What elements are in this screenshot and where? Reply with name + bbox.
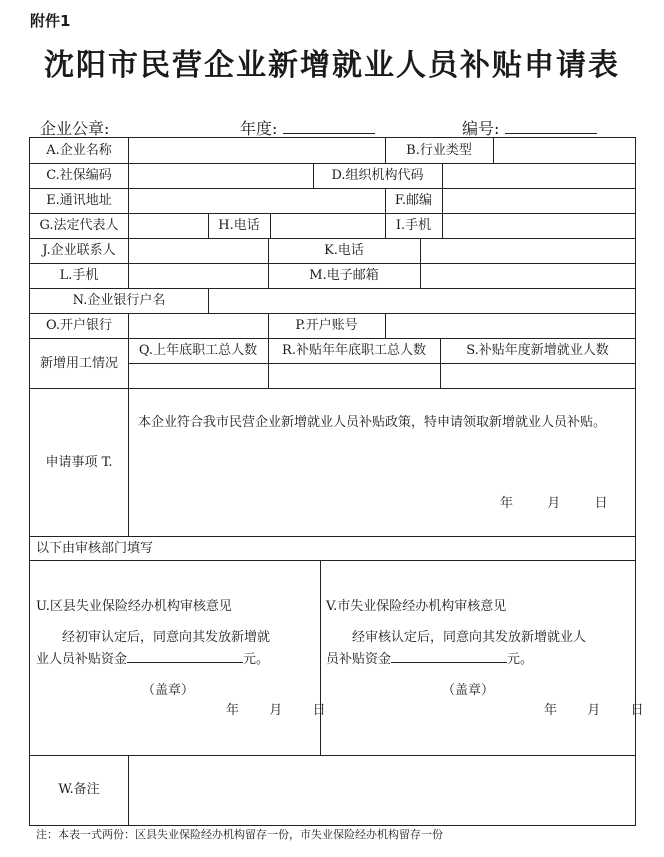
address-label: E.通讯地址 — [46, 193, 112, 208]
year-blank[interactable] — [283, 119, 375, 134]
application-date-year: 年 — [500, 496, 514, 511]
attachment-label: 附件1 — [30, 12, 71, 30]
district-seal-label: （盖章） — [142, 683, 195, 698]
year-label: 年度: — [240, 119, 278, 138]
remarks-label: W.备注 — [58, 782, 100, 797]
city-review-date — [544, 704, 644, 717]
application-date-month: 月 — [547, 496, 561, 511]
city-review-line2-prefix: 员补贴资金 — [326, 652, 392, 667]
city-review-title: V.市失业保险经办机构审核意见 — [326, 599, 507, 614]
city-date-year: 年 — [544, 703, 558, 718]
city-review-line2-suffix: 元。 — [507, 652, 534, 667]
year-field[interactable] — [240, 116, 375, 139]
footnote: 注：本表一式两份：区县失业保险经办机构留存一份，市失业保险经办机构留存一份 — [36, 828, 443, 841]
city-amount-blank[interactable] — [391, 650, 507, 663]
legal-rep-phone-label: H.电话 — [218, 218, 260, 233]
org-code-label: D.组织机构代码 — [331, 168, 424, 183]
application-item-label: 申请事项 T. — [45, 455, 113, 470]
contact-person-label: J.企业联系人 — [42, 243, 116, 258]
application-date — [500, 497, 608, 510]
city-date-month: 月 — [587, 703, 601, 718]
subsidy-year-total-label: R.补贴年年底职工总人数 — [282, 343, 426, 358]
city-date-day: 日 — [630, 703, 644, 718]
contact-phone-label: K.电话 — [324, 243, 364, 258]
application-statement: 本企业符合我市民营企业新增就业人员补贴政策，特申请领取新增就业人员补贴。 — [138, 415, 607, 430]
number-label: 编号: — [462, 119, 500, 138]
city-review-text — [326, 627, 626, 671]
district-review-date — [226, 704, 326, 717]
district-review-line2-suffix: 元。 — [243, 652, 270, 667]
new-employment-label: 新增用工情况 — [39, 356, 118, 371]
district-date-day: 日 — [312, 703, 326, 718]
district-date-month: 月 — [269, 703, 283, 718]
bank-account-name-label: N.企业银行户名 — [72, 293, 166, 308]
social-security-code-label: C.社保编码 — [46, 168, 112, 183]
legal-rep-label: G.法定代表人 — [39, 218, 119, 233]
form-title: 沈阳市民营企业新增就业人员补贴申请表 — [44, 48, 620, 83]
company-seal-label: 企业公章: — [40, 119, 110, 138]
email-label: M.电子邮箱 — [309, 268, 379, 283]
city-review-line1: 经审核认定后，同意向其发放新增就业人 — [352, 630, 587, 645]
district-review-title: U.区县失业保险经办机构审核意见 — [36, 599, 232, 614]
new-employed-count-label: S.补贴年度新增就业人数 — [466, 343, 609, 358]
district-review-line1: 经初审认定后，同意向其发放新增就 — [62, 630, 271, 645]
review-section-label: 以下由审核部门填写 — [36, 541, 154, 556]
number-field[interactable] — [462, 116, 597, 139]
city-seal-label: （盖章） — [442, 683, 495, 698]
district-review-line2-prefix: 业人员补贴资金 — [36, 652, 128, 667]
district-review-text — [36, 627, 316, 671]
number-blank[interactable] — [505, 119, 597, 134]
district-date-year: 年 — [226, 703, 240, 718]
company-name-label: A.企业名称 — [46, 143, 112, 158]
prev-year-total-label: Q.上年底职工总人数 — [138, 343, 258, 358]
postcode-label: F.邮编 — [394, 193, 433, 208]
application-date-day: 日 — [594, 496, 608, 511]
application-form-table — [29, 137, 644, 826]
legal-rep-mobile-label: I.手机 — [395, 218, 432, 233]
district-amount-blank[interactable] — [127, 650, 243, 663]
contact-mobile-label: L.手机 — [59, 268, 99, 283]
industry-type-label: B.行业类型 — [406, 143, 472, 158]
bank-label: O.开户银行 — [45, 318, 113, 333]
account-number-label: P.开户账号 — [295, 318, 358, 333]
